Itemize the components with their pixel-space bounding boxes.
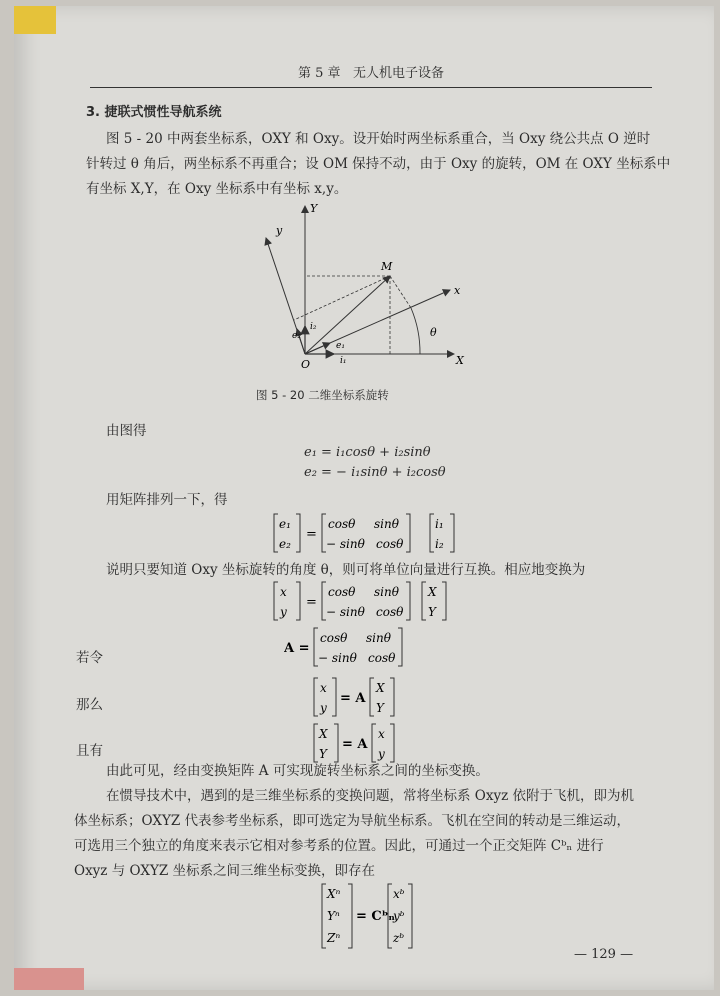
A-rot-01: sinθ <box>366 631 391 645</box>
matrix-intro-text: 用矩阵排列一下，得 <box>106 492 228 508</box>
label-i1: i₁ <box>340 356 347 366</box>
paragraph-2-line-3: 可选用三个独立的角度来表示它相对参考系的位置。因此，可通过一个正交矩阵 Cᵇₙ 进行 <box>74 838 604 854</box>
label-O: O <box>301 358 311 371</box>
m1-rot-11: cosθ <box>376 537 404 551</box>
label-i2: i₂ <box>310 322 317 332</box>
m1-rhs-0: i₁ <box>435 517 444 531</box>
m2-rot-11: cosθ <box>376 605 404 619</box>
m1-rot-01: sinθ <box>374 517 399 531</box>
paragraph-2-line-2: 体坐标系；OXYZ 代表参考坐标系，即可选定为导航坐标系。飞机在空间的转动是三维运动， <box>74 813 631 829</box>
label-e2: e₂ <box>292 331 301 341</box>
m3-rhs-0: X <box>376 681 385 695</box>
A-rot-10: − sinθ <box>318 651 357 665</box>
m4-rhs-0: x <box>378 727 385 741</box>
paragraph-2-line-1: 在惯导技术中，遇到的是三维坐标系的变换问题，常将坐标系 Oxyz 依附于飞机，即为机 <box>106 788 635 804</box>
matrix-A-definition <box>284 624 434 670</box>
ruo-ling-label: 若令 <box>76 650 103 666</box>
rotation-diagram <box>254 198 484 378</box>
label-Y: Y <box>310 202 318 215</box>
e1-vector <box>305 343 330 354</box>
m5-rhs-1: yᵇ <box>393 909 405 923</box>
yellow-tab-marker <box>14 6 56 34</box>
M-projection-x <box>390 276 411 308</box>
equation-e1: e₁ = i₁cosθ + i₂sinθ <box>304 445 431 460</box>
m3-op: = A <box>340 691 366 706</box>
conclusion-text: 由此可见，经由变换矩阵 A 可实现旋转坐标系之间的坐标变换。 <box>106 763 489 779</box>
book-page <box>14 6 714 990</box>
m2-rhs-1: Y <box>428 605 436 619</box>
m1-rhs-1: i₂ <box>435 537 444 551</box>
label-X: X <box>456 354 464 367</box>
m3-lhs-1: y <box>320 701 327 715</box>
label-theta: θ <box>430 326 437 339</box>
svg-text:=: = <box>306 595 317 610</box>
m4-op: = A <box>342 737 368 752</box>
m5-lhs-0: Xⁿ <box>327 887 341 901</box>
na-me-label: 那么 <box>76 697 103 713</box>
chapter-number: 第 5 章 <box>298 66 341 81</box>
m1-lhs-1: e₂ <box>279 537 291 551</box>
m5-lhs-1: Yⁿ <box>327 909 340 923</box>
matrix-equation-1 <box>272 510 482 556</box>
m5-lhs-2: Zⁿ <box>327 931 341 945</box>
section-title: 3. 捷联式惯性导航系统 <box>86 105 222 120</box>
matrix-equation-4 <box>312 720 422 766</box>
m2-rot-00: cosθ <box>328 585 356 599</box>
m1-lhs-0: e₁ <box>279 517 291 531</box>
label-e1: e₁ <box>336 341 345 351</box>
m2-rot-10: − sinθ <box>326 605 365 619</box>
m1-rot-00: cosθ <box>328 517 356 531</box>
m4-rhs-1: y <box>378 747 385 761</box>
matrix-equation-2 <box>272 578 482 624</box>
qie-you-label: 且有 <box>76 743 103 759</box>
label-y: y <box>276 224 283 237</box>
page-number: — 129 — <box>574 947 634 962</box>
A-label: A = <box>284 641 310 656</box>
m3-rhs-1: Y <box>376 701 384 715</box>
running-header <box>90 62 652 88</box>
from-figure-text: 由图得 <box>106 423 147 439</box>
intro-line-1: 图 5 - 20 中两套坐标系，OXY 和 Oxy。设开始时两坐标系重合，当 Oxy 绕公共点 O 逆时 <box>106 131 651 147</box>
figure-caption: 图 5 - 20 二维坐标系旋转 <box>256 388 389 402</box>
equation-e2: e₂ = − i₁sinθ + i₂cosθ <box>304 465 446 480</box>
intro-line-3: 有坐标 X,Y，在 Oxy 坐标系中有坐标 x,y。 <box>86 181 348 197</box>
m3-lhs-0: x <box>320 681 327 695</box>
A-rot-00: cosθ <box>320 631 348 645</box>
OM-vector <box>305 276 390 354</box>
m4-lhs-1: Y <box>319 747 327 761</box>
m4-lhs-0: X <box>319 727 328 741</box>
m2-rhs-0: X <box>428 585 437 599</box>
pink-tab-marker <box>14 968 84 990</box>
explain-text: 说明只要知道 Oxy 坐标旋转的角度 θ，则可将单位向量进行互换。相应地变换为 <box>106 562 586 578</box>
m2-lhs-0: x <box>280 585 287 599</box>
M-projection-y <box>294 276 390 320</box>
svg-text:=: = <box>306 527 317 542</box>
chapter-title: 无人机电子设备 <box>352 66 444 81</box>
label-x: x <box>454 284 461 297</box>
intro-line-2: 针转过 θ 角后，两坐标系不再重合；设 OM 保持不动，由于 Oxy 的旋转，OM 在 OXY 坐标系中 <box>86 156 671 172</box>
paragraph-2-line-4: Oxyz 与 OXYZ 坐标系之间三维坐标变换，即存在 <box>74 863 376 879</box>
theta-arc <box>411 308 420 354</box>
m5-op: = Cᵇₙ <box>356 909 395 924</box>
A-rot-11: cosθ <box>368 651 396 665</box>
m2-rot-01: sinθ <box>374 585 399 599</box>
m1-rot-10: − sinθ <box>326 537 365 551</box>
label-M: M <box>381 260 393 273</box>
m5-rhs-0: xᵇ <box>393 887 405 901</box>
m2-lhs-1: y <box>280 605 287 619</box>
matrix-equation-5 <box>320 880 430 952</box>
matrix-equation-3 <box>312 674 422 720</box>
m5-rhs-2: zᵇ <box>393 931 405 945</box>
